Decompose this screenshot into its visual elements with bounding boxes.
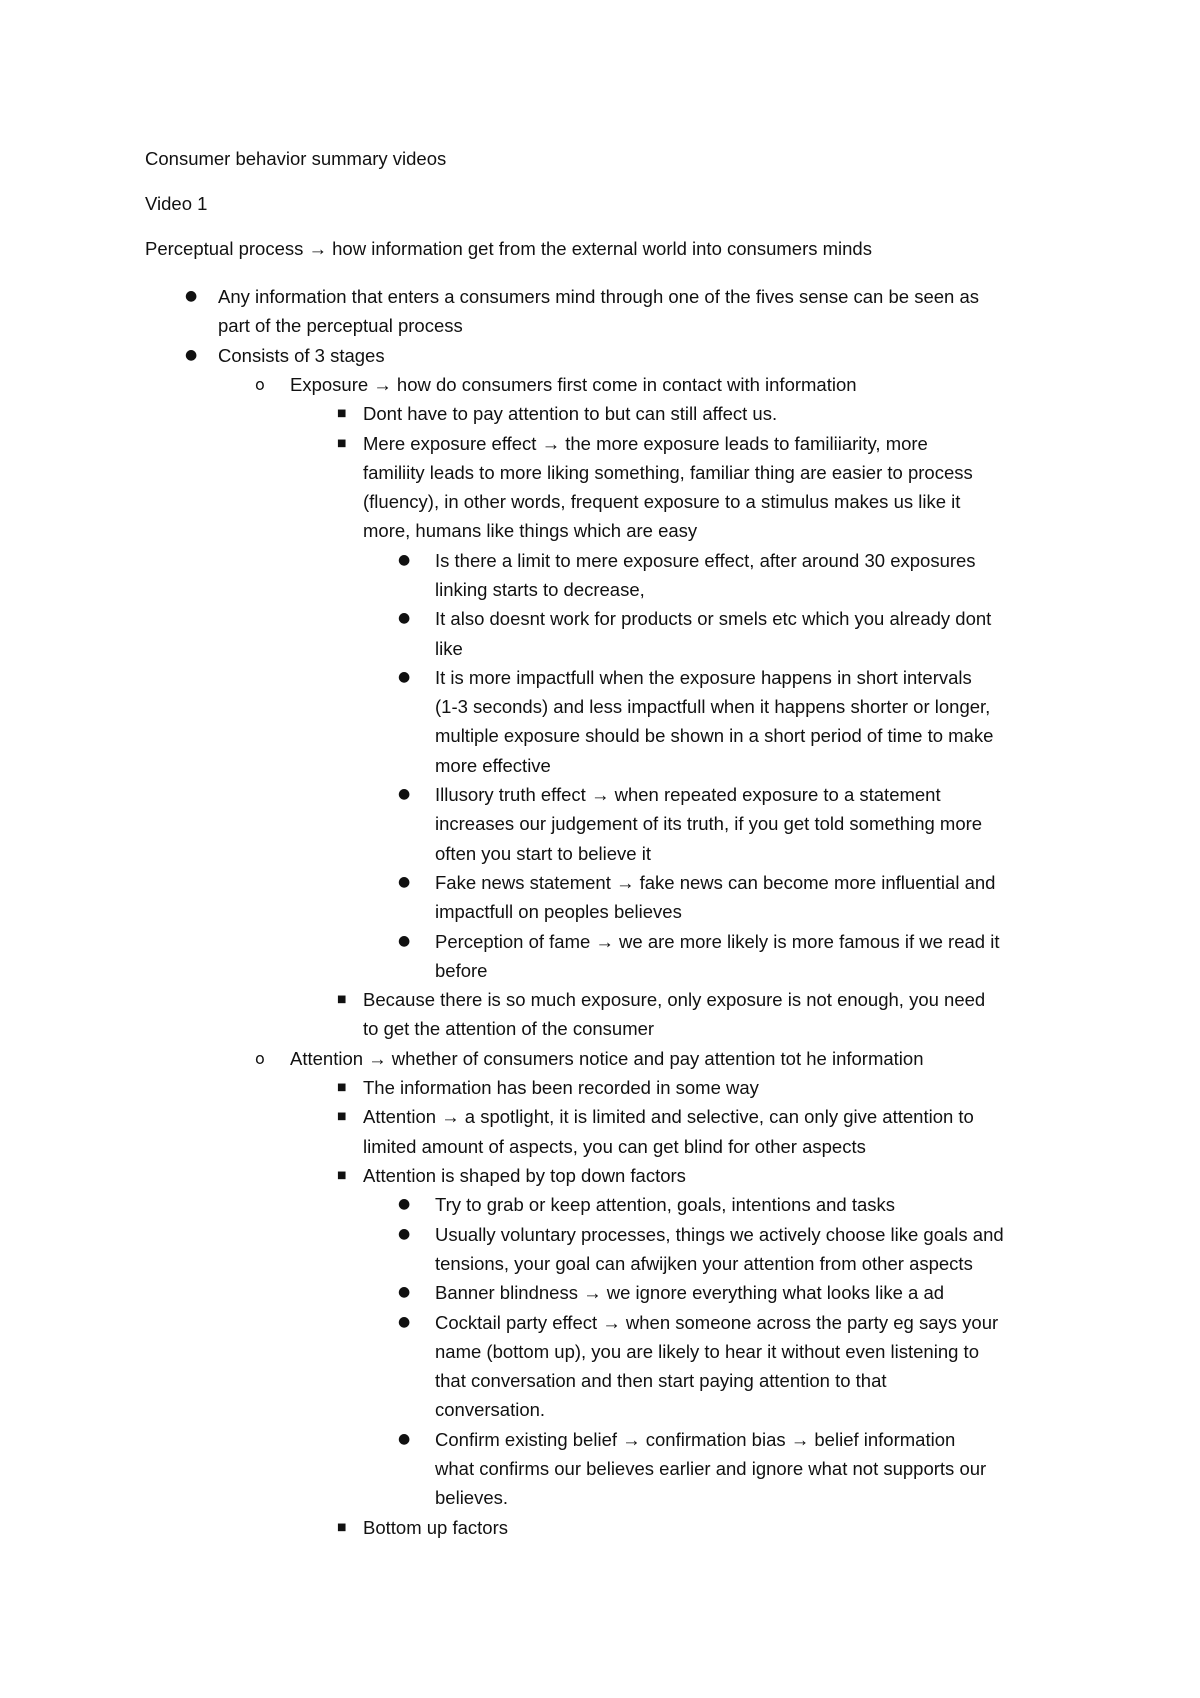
list-item-line: more effective [435,754,551,776]
list-item-line: Perception of fame → we are more likely is more famous if we read it [435,930,1000,952]
list-item-line: multiple exposure should be shown in a short period of time to make [435,725,994,747]
bullet-icon: ● [398,1313,411,1330]
list-item-line: It also doesnt work for products or smels etc which you already dont [435,608,992,630]
bullet-icon: ● [398,610,411,627]
list-item-line: familiity leads to more liking something, familiar thing are easier to process [363,461,973,483]
list-item-text [218,341,1118,370]
list-item-line: Because there is so much exposure, only exposure is not enough, you need [363,989,986,1011]
list-item-line: increases our judgement of its truth, if you get told something more [435,813,983,835]
bullet-icon: ● [398,551,411,568]
bullet-icon: ● [185,288,198,304]
list-item-line: linking starts to decrease, [435,578,645,600]
bullet-icon: ● [398,1284,411,1301]
list-item-line: Illusory truth effect → when repeated exposure to a statement [435,784,941,806]
list-item-line: Bottom up factors [363,1516,508,1538]
list-item-line: believes. [435,1487,509,1509]
list-item-line: before [435,959,488,981]
list-item-text [435,1308,1075,1425]
list-item-line: Attention → a spotlight, it is limited and selective, can only give attention to [363,1106,974,1128]
list-item-line: that conversation and then start paying attention to that [435,1370,887,1392]
list-item-line: like [435,637,463,659]
list-item-text [435,546,1075,605]
document-title: Consumer behavior summary videos [145,148,447,169]
list-item-line: what confirms our believes earlier and ignore what not supports our [435,1457,987,1479]
list-item-line: (1-3 seconds) and less impactfull when it happens shorter or longer, [435,696,991,718]
list-item-text [363,1513,1063,1542]
list-item-text [290,1044,1130,1073]
list-item-line: often you start to believe it [435,842,651,864]
list-item-line: conversation. [435,1399,546,1421]
bullet-icon: o [255,374,265,394]
bullet-icon: ● [398,874,411,890]
bullet-icon: ● [398,1225,411,1242]
bullet-icon: ■ [337,1521,347,1533]
list-item-text [435,604,1075,663]
list-item-text [363,1102,1063,1161]
bullet-icon: ● [398,1430,411,1447]
list-item-line: Any information that enters a consumers mind through one of the fives sense can be seen as [218,286,979,307]
list-item-line: more, humans like things which are easy [363,520,698,542]
bullet-icon: ● [398,786,411,803]
list-item-text [218,282,1118,341]
list-item-line: name (bottom up), you are likely to hear it without even listening to [435,1340,979,1362]
list-item-line: Fake news statement → fake news can become more influential and [435,872,996,893]
bullet-icon: ● [398,1196,411,1213]
list-item-line: Cocktail party effect → when someone across the party eg says your [435,1311,999,1333]
list-item-text [290,370,1130,399]
list-item-text [435,1278,1075,1307]
bullet-icon: ● [398,668,411,685]
list-item-line: Attention → whether of consumers notice and pay attention tot he information [290,1047,924,1069]
bullet-icon: ■ [337,1111,347,1123]
list-item-line: (fluency), in other words, frequent exposure to a stimulus makes us like it [363,491,961,513]
list-item-line: Mere exposure effect → the more exposure leads to familiiarity, more [363,432,928,454]
list-item-text [363,985,1063,1044]
list-item-line: The information has been recorded in some way [363,1077,759,1099]
list-item-text [363,1161,1063,1190]
list-item-line: Attention is shaped by top down factors [363,1165,686,1186]
list-item-line: tensions, your goal can afwijken your attention from other aspects [435,1252,973,1274]
list-item-line: It is more impactfull when the exposure happens in short intervals [435,666,972,688]
list-item-line: Exposure → how do consumers first come in contact with information [290,373,857,395]
bullet-icon: ■ [337,408,347,420]
bullet-icon: ■ [337,1170,347,1181]
list-item-line: Banner blindness → we ignore everything what looks like a ad [435,1282,945,1304]
list-item-text [435,868,1075,927]
bullet-icon: ■ [337,437,347,449]
list-item-text [363,429,1063,546]
list-item-line: Consists of 3 stages [218,344,385,366]
bullet-icon: ● [398,932,411,949]
list-item-text [435,663,1075,780]
list-item-line: Dont have to pay attention to but can still affect us. [363,403,778,425]
list-item-text [363,1073,1063,1102]
section-heading: Video 1 [145,193,208,214]
list-item-line: Try to grab or keep attention, goals, intentions and tasks [435,1194,896,1216]
list-item-line: impactfull on peoples believes [435,901,682,923]
bullet-icon: ● [185,346,198,363]
list-item-line: limited amount of aspects, you can get blind for other aspects [363,1135,866,1157]
list-item-text [435,1425,1075,1513]
list-item-text [435,780,1075,868]
list-item-line: Usually voluntary processes, things we actively choose like goals and [435,1223,1004,1245]
list-item-line: Is there a limit to mere exposure effect, after around 30 exposures [435,549,976,571]
list-item-text [363,399,1063,428]
bullet-icon: ■ [337,1082,347,1094]
list-item-text [435,1190,1075,1219]
list-item-line: Confirm existing belief → confirmation bias → belief information [435,1428,956,1450]
list-item-line: part of the perceptual process [218,315,463,337]
list-item-line: to get the attention of the consumer [363,1018,655,1040]
intro-paragraph: Perceptual process → how information get from the external world into consumers minds [145,238,872,259]
list-item-text [435,927,1075,986]
bullet-icon: o [255,1048,265,1068]
list-item-text [435,1220,1075,1279]
bullet-icon: ■ [337,994,347,1006]
